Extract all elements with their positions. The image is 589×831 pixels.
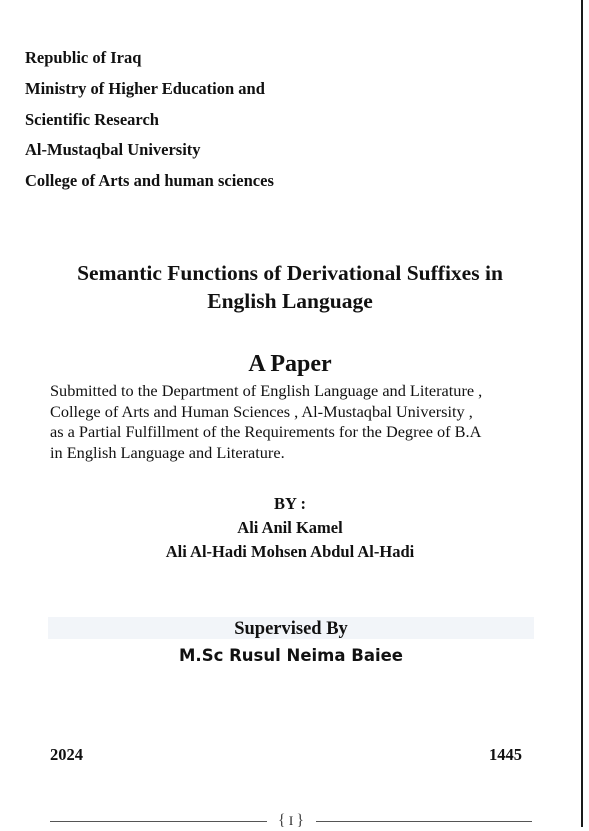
college-line: College of Arts and human sciences <box>25 171 274 191</box>
supervisor-name: M.Sc Rusul Neima Baiee <box>179 646 403 665</box>
hijri-year: 1445 <box>489 745 522 764</box>
page-edge-line <box>581 0 583 827</box>
supervised-by-label: Supervised By <box>234 619 348 639</box>
submission-line: as a Partial Fulfillment of the Requirements for the Degree of B.A <box>50 422 482 442</box>
university-line: Al-Mustaqbal University <box>25 140 201 160</box>
footer-rule-right <box>316 821 532 822</box>
submission-line: Submitted to the Department of English Language and Literature , <box>50 381 483 400</box>
by-label: BY : <box>274 494 306 513</box>
paper-heading: A Paper <box>248 351 332 377</box>
document-title <box>30 259 550 315</box>
page-number <box>266 811 316 831</box>
submission-line: College of Arts and Human Sciences , Al-Mustaqbal University , <box>50 401 473 421</box>
submission-line: in English Language and Literature. <box>50 442 285 462</box>
author-name: Ali Anil Kamel <box>237 518 343 537</box>
title-line-1: Semantic Functions of Derivational Suffixes in <box>77 261 503 285</box>
footer-rule-left <box>50 821 267 822</box>
country-line: Republic of Iraq <box>25 48 142 67</box>
right-brace-icon: } <box>296 812 305 829</box>
title-line-2: English Language <box>207 289 373 313</box>
left-brace-icon: { <box>277 812 286 829</box>
ministry-line-continued: Scientific Research <box>25 109 159 129</box>
gregorian-year: 2024 <box>50 745 83 764</box>
submission-statement <box>50 381 550 463</box>
ministry-line: Ministry of Higher Education and <box>25 78 265 98</box>
authors-block <box>30 492 550 564</box>
institution-block <box>25 43 274 197</box>
page-number-value: I <box>288 813 294 828</box>
author-name: Ali Al-Hadi Mohsen Abdul Al-Hadi <box>165 542 415 561</box>
